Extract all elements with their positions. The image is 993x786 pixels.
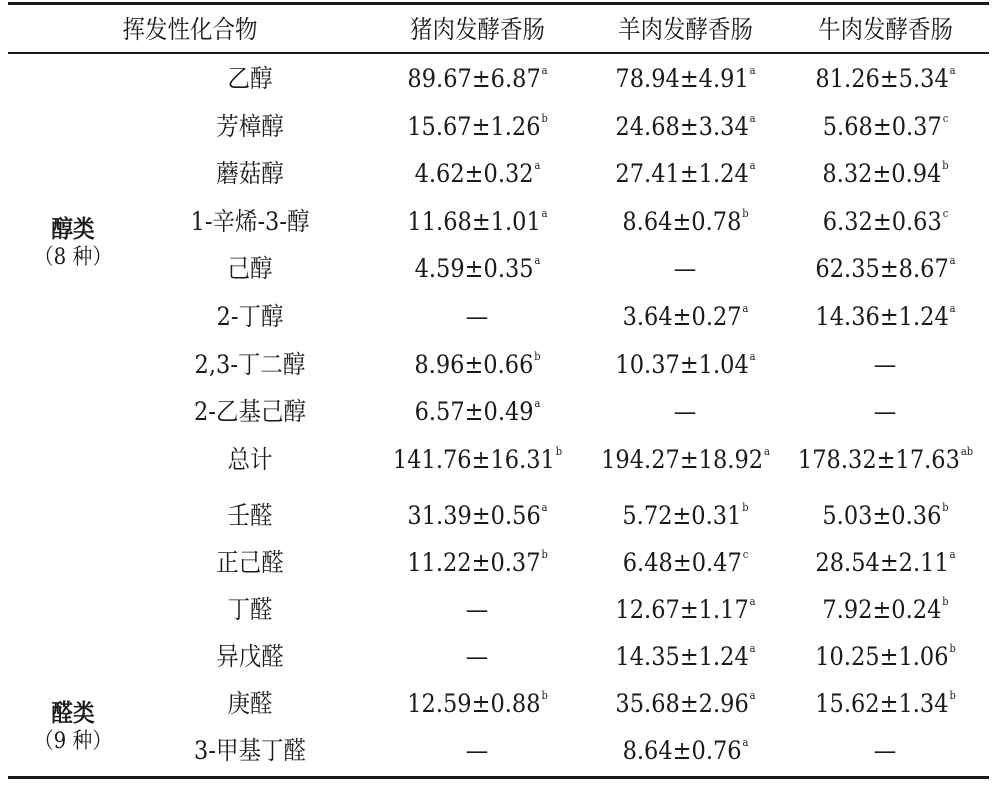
beef-significance-letter: b — [949, 641, 956, 655]
lamb-value: 5.72±0.31 — [622, 501, 742, 530]
lamb-value: 8.64±0.78 — [622, 207, 742, 236]
compound-name: 蘑菇醇 — [216, 159, 284, 188]
category-alcohols-count: （8 种） — [33, 245, 113, 270]
lamb-value-cell — [589, 588, 783, 632]
header-pork: 猪肉发酵香肠 — [409, 15, 545, 44]
lamb-value: 10.37±1.04 — [615, 350, 749, 379]
beef-value: 10.25±1.06 — [815, 642, 949, 671]
lamb-significance-letter: a — [749, 349, 756, 363]
beef-value-cell — [789, 588, 983, 632]
pork-value-cell — [381, 200, 575, 244]
compound-name: 正己醛 — [216, 548, 284, 577]
pork-value-cell — [381, 57, 575, 101]
lamb-value-cell — [589, 295, 783, 339]
category-aldehydes — [20, 698, 126, 756]
pork-value-cell — [381, 343, 575, 387]
beef-value-cell — [789, 152, 983, 196]
beef-significance-letter: c — [942, 206, 949, 220]
beef-value: — — [873, 397, 897, 426]
category-aldehydes-count: （9 种） — [33, 729, 113, 754]
beef-value: 14.36±1.24 — [815, 302, 949, 331]
lamb-value-cell — [589, 729, 783, 773]
pork-value: 31.39±0.56 — [407, 501, 541, 530]
beef-value-cell — [789, 343, 983, 387]
lamb-significance-letter: b — [742, 500, 749, 514]
lamb-value-cell — [589, 247, 783, 291]
lamb-value: 6.48±0.47 — [622, 548, 742, 577]
lamb-value-cell — [589, 541, 783, 585]
lamb-value-cell — [589, 682, 783, 726]
lamb-value: 8.64±0.76 — [622, 736, 742, 765]
pork-value: 141.76±16.31 — [392, 445, 555, 474]
pork-value: 8.96±0.66 — [414, 350, 534, 379]
compound-name: 3-甲基丁醛 — [194, 736, 306, 765]
pork-value: 6.57±0.49 — [414, 397, 534, 426]
pork-value: — — [465, 642, 489, 671]
compound-name: 2,3-丁二醇 — [194, 350, 306, 379]
lamb-value: — — [673, 397, 697, 426]
header-lamb: 羊肉发酵香肠 — [617, 15, 753, 44]
compound-name: 总计 — [227, 445, 273, 474]
beef-value-cell — [789, 57, 983, 101]
lamb-value-cell — [589, 152, 783, 196]
lamb-significance-letter: a — [742, 301, 749, 315]
beef-value: — — [873, 736, 897, 765]
beef-significance-letter: a — [949, 547, 956, 561]
pork-value-cell — [381, 635, 575, 679]
lamb-value: 35.68±2.96 — [615, 689, 749, 718]
beef-significance-letter: c — [942, 111, 949, 125]
lamb-value: 12.67±1.17 — [615, 595, 749, 624]
compound-name: 异戊醛 — [216, 642, 284, 671]
pork-significance-letter: b — [555, 444, 563, 458]
compound-name: 壬醛 — [227, 501, 273, 530]
lamb-value-cell — [589, 390, 783, 434]
lamb-value-cell — [589, 57, 783, 101]
lamb-significance-letter: a — [749, 594, 756, 608]
beef-value-cell — [789, 105, 983, 149]
compound-name: 庚醛 — [227, 689, 273, 718]
pork-value: — — [465, 595, 489, 624]
compound-name: 乙醇 — [227, 64, 273, 93]
pork-value-cell — [381, 390, 575, 434]
beef-value: 62.35±8.67 — [815, 254, 949, 283]
pork-value-cell — [381, 729, 575, 773]
lamb-significance-letter: a — [749, 688, 756, 702]
lamb-value: 194.27±18.92 — [601, 445, 764, 474]
compound-name: 2-丁醇 — [216, 302, 284, 331]
lamb-significance-letter: a — [749, 641, 756, 655]
pork-significance-letter: a — [534, 396, 541, 410]
beef-significance-letter: b — [949, 688, 956, 702]
beef-value: 15.62±1.34 — [815, 689, 949, 718]
lamb-value-cell — [589, 635, 783, 679]
pork-value-cell — [381, 295, 575, 339]
lamb-value: 24.68±3.34 — [615, 112, 749, 141]
category-aldehydes-name: 醛类 — [51, 699, 95, 727]
beef-value-cell — [789, 390, 983, 434]
pork-significance-letter: a — [541, 63, 548, 77]
pork-significance-letter: b — [541, 688, 548, 702]
lamb-value: 78.94±4.91 — [615, 64, 749, 93]
beef-value-cell — [789, 247, 983, 291]
pork-value: — — [465, 736, 489, 765]
pork-value: 89.67±6.87 — [407, 64, 541, 93]
lamb-value: 3.64±0.27 — [622, 302, 742, 331]
beef-value-cell — [789, 295, 983, 339]
table-top-rule — [8, 2, 989, 5]
beef-value: 5.03±0.36 — [822, 501, 942, 530]
pork-value-cell — [381, 588, 575, 632]
pork-value: 15.67±1.26 — [407, 112, 541, 141]
beef-value-cell — [789, 541, 983, 585]
pork-value: 12.59±0.88 — [407, 689, 541, 718]
beef-significance-letter: b — [942, 594, 949, 608]
header-beef: 牛肉发酵香肠 — [817, 15, 953, 44]
beef-value-cell — [789, 494, 983, 538]
beef-significance-letter: a — [949, 63, 956, 77]
pork-significance-letter: a — [541, 500, 548, 514]
category-alcohols — [20, 214, 126, 272]
compound-name: 丁醛 — [227, 595, 273, 624]
pork-significance-letter: b — [541, 111, 548, 125]
beef-significance-letter: ab — [960, 444, 974, 458]
pork-value-cell — [381, 438, 575, 482]
beef-significance-letter: b — [942, 158, 949, 172]
beef-value-cell — [789, 635, 983, 679]
beef-value-cell — [789, 682, 983, 726]
beef-value: 5.68±0.37 — [822, 112, 942, 141]
lamb-significance-letter: a — [749, 158, 756, 172]
beef-value: 8.32±0.94 — [822, 159, 942, 188]
beef-value: 28.54±2.11 — [815, 548, 949, 577]
table-bottom-rule — [8, 776, 989, 779]
compound-name: 2-乙基己醇 — [194, 397, 306, 426]
header-compound: 挥发性化合物 — [122, 15, 258, 44]
lamb-significance-letter: b — [742, 206, 749, 220]
pork-value-cell — [381, 494, 575, 538]
lamb-significance-letter: a — [749, 63, 756, 77]
lamb-significance-letter: c — [742, 547, 749, 561]
pork-value-cell — [381, 541, 575, 585]
pork-significance-letter: b — [534, 349, 541, 363]
pork-value: 11.68±1.01 — [407, 207, 541, 236]
pork-significance-letter: a — [534, 253, 541, 267]
compound-name: 芳樟醇 — [216, 112, 284, 141]
table-header-rule — [8, 52, 989, 54]
pork-value: — — [465, 302, 489, 331]
compound-name: 1-辛烯-3-醇 — [190, 207, 310, 236]
beef-value: 6.32±0.63 — [822, 207, 942, 236]
pork-value-cell — [381, 152, 575, 196]
lamb-significance-letter: a — [749, 111, 756, 125]
pork-significance-letter: a — [534, 158, 541, 172]
beef-significance-letter: a — [949, 301, 956, 315]
beef-value: 178.32±17.63 — [797, 445, 960, 474]
lamb-value: — — [673, 254, 697, 283]
beef-value-cell — [789, 729, 983, 773]
lamb-value: 27.41±1.24 — [615, 159, 749, 188]
beef-significance-letter: a — [949, 253, 956, 267]
pork-value: 4.62±0.32 — [414, 159, 534, 188]
pork-value-cell — [381, 247, 575, 291]
pork-value: 11.22±0.37 — [407, 548, 541, 577]
lamb-value-cell — [589, 105, 783, 149]
lamb-value-cell — [589, 200, 783, 244]
beef-value-cell — [789, 438, 983, 482]
beef-value: — — [873, 350, 897, 379]
beef-value: 7.92±0.24 — [822, 595, 942, 624]
beef-value-cell — [789, 200, 983, 244]
beef-value: 81.26±5.34 — [815, 64, 949, 93]
lamb-value: 14.35±1.24 — [615, 642, 749, 671]
compound-name: 己醇 — [227, 254, 273, 283]
lamb-value-cell — [589, 494, 783, 538]
pork-significance-letter: b — [541, 547, 548, 561]
pork-significance-letter: a — [541, 206, 548, 220]
pork-value-cell — [381, 682, 575, 726]
lamb-value-cell — [589, 343, 783, 387]
pork-value: 4.59±0.35 — [414, 254, 534, 283]
lamb-significance-letter: a — [742, 735, 749, 749]
beef-significance-letter: b — [942, 500, 949, 514]
lamb-value-cell — [589, 438, 783, 482]
pork-value-cell — [381, 105, 575, 149]
lamb-significance-letter: a — [763, 444, 770, 458]
category-alcohols-name: 醇类 — [51, 215, 95, 243]
